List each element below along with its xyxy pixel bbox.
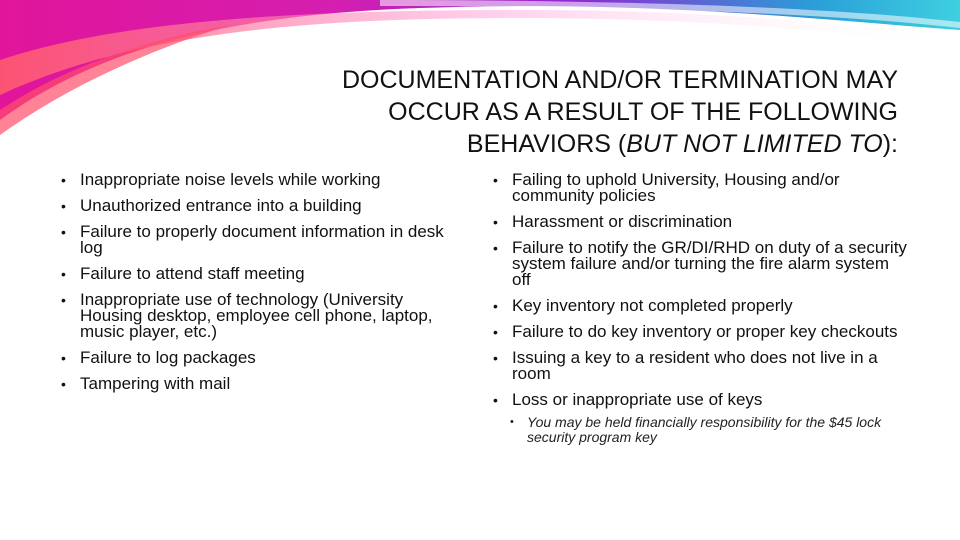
list-item: • Key inventory not completed properly: [490, 298, 910, 314]
list-item: • Failure to do key inventory or proper key checkouts: [490, 324, 910, 340]
sub-note: • You may be held financially responsibility for the $45 lock security program key: [490, 415, 910, 445]
list-item: • Failing to uphold University, Housing and/or community policies: [490, 172, 910, 204]
list-item: • Failure to log packages: [58, 350, 458, 366]
list-item: • Tampering with mail: [58, 376, 458, 392]
right-bullet-list: [490, 172, 910, 445]
list-item: • Harassment or discrimination: [490, 214, 910, 230]
title-line-1: DOCUMENTATION AND/OR TERMINATION MAY: [341, 66, 898, 94]
title-line-2: OCCUR AS A RESULT OF THE FOLLOWING: [388, 98, 898, 126]
left-bullet-list: [58, 172, 458, 392]
title-line-3-italic: BUT NOT LIMITED TO: [626, 130, 883, 158]
list-item: • Issuing a key to a resident who does not live in a room: [490, 350, 910, 382]
list-item: • Failure to notify the GR/DI/RHD on duty of a security system failure and/or turning the fire alarm system off: [490, 240, 910, 288]
left-column: [58, 172, 458, 402]
page-title: [240, 64, 898, 160]
list-item: • Failure to attend staff meeting: [58, 266, 458, 282]
list-item: • Inappropriate noise levels while working: [58, 172, 458, 188]
list-item: • Unauthorized entrance into a building: [58, 198, 458, 214]
list-item: • Inappropriate use of technology (University Housing desktop, employee cell phone, laptop, music player, etc.): [58, 292, 458, 340]
title-line-3-suffix: ):: [882, 130, 898, 158]
title-line-3-prefix: BEHAVIORS (: [466, 130, 627, 158]
list-item: • Failure to properly document information in desk log: [58, 224, 458, 256]
list-item: • Loss or inappropriate use of keys: [490, 392, 910, 408]
right-column: [490, 172, 910, 445]
